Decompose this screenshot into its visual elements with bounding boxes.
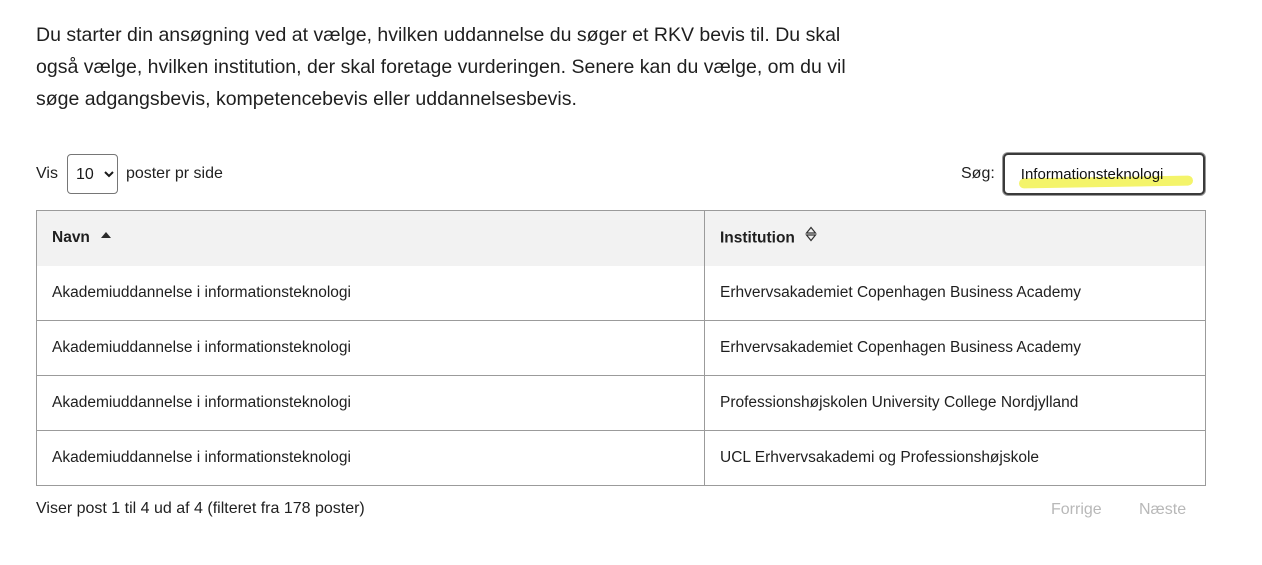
table-row[interactable]	[37, 266, 1206, 321]
length-prefix-label: Vis	[36, 165, 58, 182]
column-header-institution-label: Institution	[720, 229, 795, 247]
table-header-row	[37, 211, 1206, 266]
previous-page-button[interactable]: Forrige	[1051, 501, 1102, 518]
cell-name: Akademiuddannelse i informationsteknologi	[37, 266, 705, 321]
cell-institution: Erhvervsakademiet Copenhagen Business Academy	[705, 266, 1206, 321]
table-info-text: Viser post 1 til 4 ud af 4 (filteret fra 178 poster)	[36, 500, 365, 517]
column-header-institution[interactable]	[705, 211, 1206, 266]
search-input[interactable]	[1005, 155, 1203, 193]
cell-institution: UCL Erhvervsakademi og Professionshøjskole	[705, 431, 1206, 486]
table-row[interactable]	[37, 376, 1206, 431]
length-suffix-label: poster pr side	[125, 165, 223, 182]
education-table	[36, 210, 1206, 486]
column-header-name[interactable]	[37, 211, 705, 266]
column-header-name-label: Navn	[52, 229, 90, 247]
search-control	[961, 150, 1205, 198]
search-box	[1003, 153, 1205, 195]
table-row[interactable]	[37, 431, 1206, 486]
table-row[interactable]	[37, 321, 1206, 376]
sort-ascending-icon	[100, 226, 112, 244]
page-length-select[interactable]	[67, 154, 118, 194]
next-page-button[interactable]: Næste	[1139, 501, 1187, 518]
cell-name: Akademiuddannelse i informationsteknologi	[37, 431, 705, 486]
cell-institution: Erhvervsakademiet Copenhagen Business Academy	[705, 321, 1206, 376]
sort-both-icon	[805, 226, 817, 247]
cell-name: Akademiuddannelse i informationsteknologi	[37, 376, 705, 431]
cell-name: Akademiuddannelse i informationsteknologi	[37, 321, 705, 376]
intro-text: Du starter din ansøgning ved at vælge, hvilken uddannelse du søger et RKV bevis til. Du skal også vælge, hvilken institution, der skal foretage vurderingen. Senere kan du vælge, om du vil søge adgangsbevis, kompetencebevis eller uddannelsesbevis.	[36, 24, 846, 110]
cell-institution: Professionshøjskolen University College Nordjylland	[705, 376, 1206, 431]
page-length-control	[36, 154, 223, 194]
search-label: Søg:	[961, 165, 995, 182]
